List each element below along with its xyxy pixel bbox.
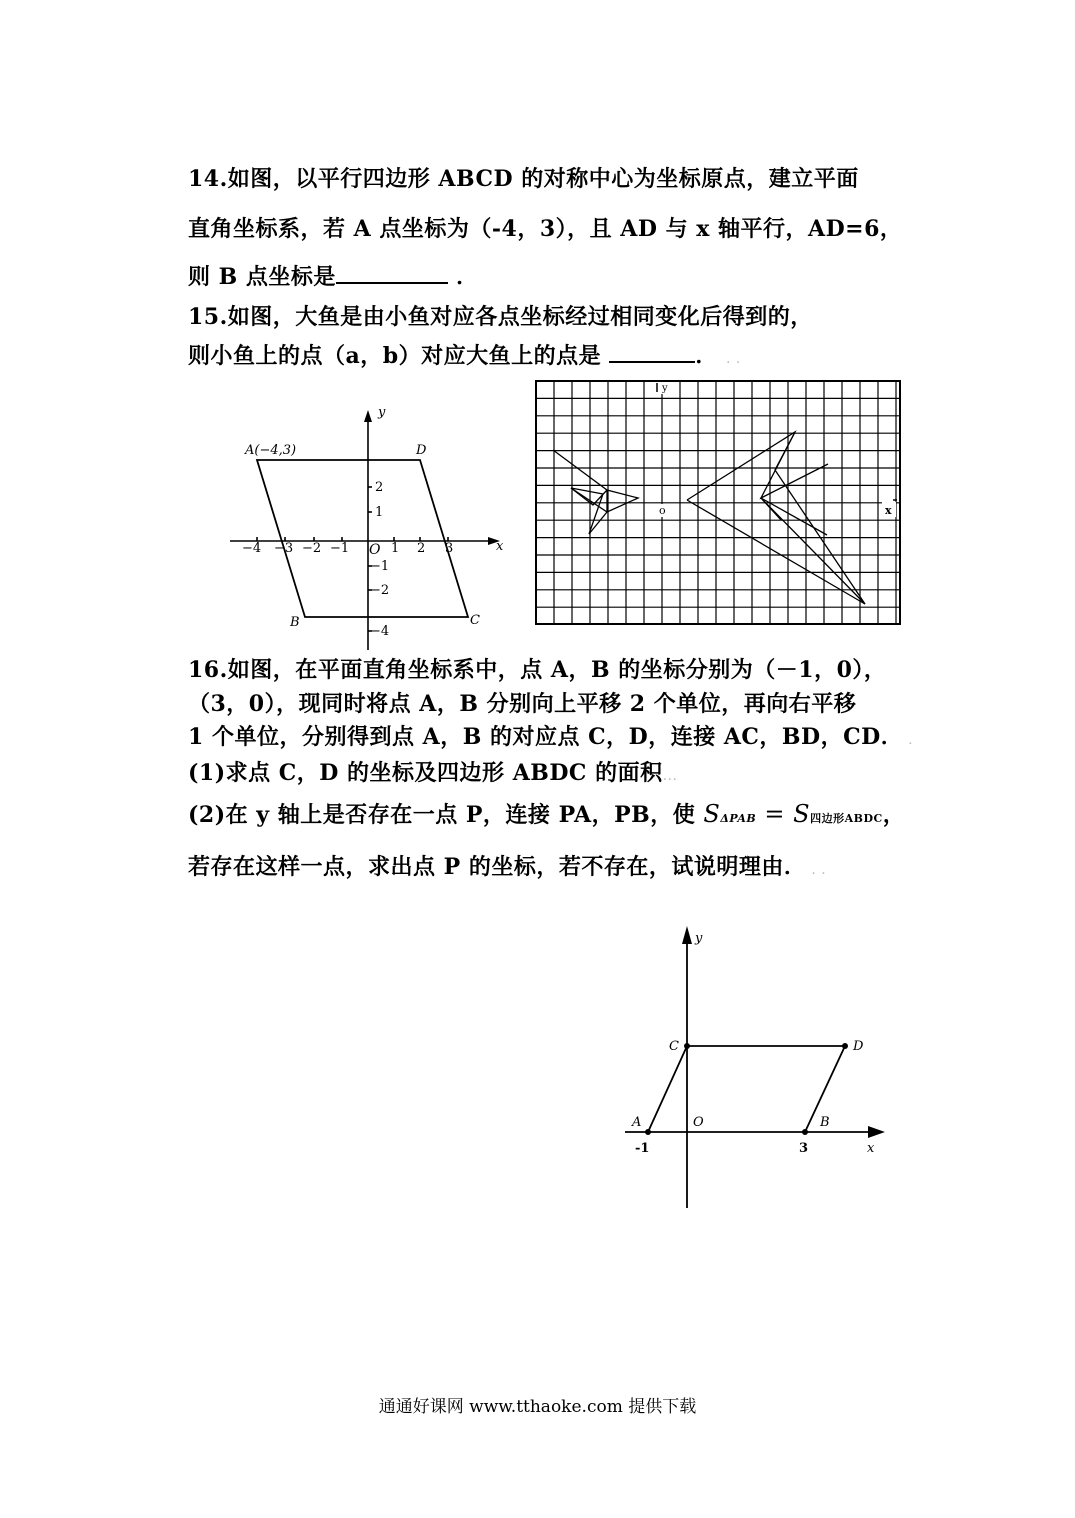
fig14-xtick: −4 [242, 541, 262, 556]
q14-line1: 14.如图，以平行四边形 ABCD 的对称中心为坐标原点，建立平面 [188, 166, 859, 192]
fig16-label-y: y [695, 931, 703, 946]
q16-equals: = [764, 800, 785, 828]
fig16-label-B: B [820, 1115, 830, 1130]
q16-line6-text: 若存在这样一点，求出点 P 的坐标，若不存在，试说明理由． [188, 854, 807, 880]
q14-line3 [188, 260, 479, 291]
q15-line2-suffix: ． [695, 343, 718, 369]
q16-line4-dots: ... [662, 768, 678, 784]
fig16-label-D: D [853, 1039, 864, 1054]
q16-line2: （3，0），现同时将点 A，B 分别向上平移 2 个单位，再向右平移 [188, 691, 857, 717]
fig14-ytick: 2 [375, 480, 384, 495]
fig15-big-fish [687, 432, 865, 604]
fig16-tick-3: 3 [799, 1141, 809, 1156]
q16-line4-text: (1)求点 C，D 的坐标及四边形 ABDC 的面积 [188, 760, 663, 786]
fig14-label-D: D [416, 443, 427, 458]
q14-answer-blank [336, 262, 448, 284]
q16-line3-dots: . [903, 732, 914, 748]
fig14-label-O: O [369, 542, 381, 558]
fig14-xtick: 1 [391, 541, 400, 556]
q15-trailing-dots: . . [726, 351, 741, 367]
fig14-label-C: C [470, 613, 480, 628]
fig14-label-A: A(−4,3) [245, 443, 297, 458]
fig14-label-y: y [378, 405, 386, 420]
q16-line5-suffix: ， [882, 802, 906, 828]
q15-line2 [188, 339, 741, 370]
q15-answer-blank [609, 341, 695, 363]
footer-source-text: 通通好课网 www.tthaoke.com 提供下载 [378, 1397, 697, 1417]
q14-line3-suffix: ． [456, 264, 479, 290]
fig14-xtick: −3 [274, 541, 294, 556]
q16-line4 [188, 756, 677, 787]
fig14-label-x: x [496, 539, 504, 554]
q16-line3-text: 1 个单位，分别得到点 A，B 的对应点 C，D，连接 AC，BD，CD． [188, 724, 904, 750]
fig14-xtick: 2 [417, 541, 426, 556]
fig15-label-y: y [662, 383, 668, 394]
fig15-small-fish [553, 450, 638, 534]
fig14-parallelogram-diagram [220, 400, 520, 655]
q16-line5-prefix: (2)在 y 轴上是否存在一点 P，连接 PA，PB，使 [188, 802, 696, 828]
q16-s-symbol-1: S [703, 800, 721, 828]
fig14-ytick: −1 [370, 559, 390, 574]
fig14-ytick: −4 [370, 624, 390, 639]
fig16-tick-neg1: -1 [635, 1141, 650, 1156]
q14-line3-prefix: 则 B 点坐标是 [188, 264, 336, 290]
fig14-xtick: −2 [302, 541, 322, 556]
q15-line2-prefix: 则小鱼上的点（a，b）对应大鱼上的点是 [188, 343, 602, 369]
q16-line6 [188, 850, 826, 881]
fig16-label-C: C [669, 1039, 679, 1054]
fig14-ytick: −2 [370, 583, 390, 598]
q16-s-symbol-2: S [793, 800, 811, 828]
q16-line1: 16.如图，在平面直角坐标系中，点 A，B 的坐标分别为（－1，0）， [188, 657, 887, 683]
q16-s-subscript-pab: ΔPAB [720, 812, 757, 825]
fig15-label-x: x [885, 504, 892, 517]
fig15-fish-grid-diagram [535, 380, 901, 625]
fig14-label-B: B [290, 615, 300, 630]
q16-line6-dots: . . [806, 862, 827, 878]
fig14-xtick: 3 [445, 541, 454, 556]
q16-s-subscript-abdc: 四边形ABDC [810, 812, 883, 825]
fig14-ytick: 1 [375, 505, 384, 520]
q16-line3 [188, 720, 913, 751]
q15-line1: 15.如图，大鱼是由小鱼对应各点坐标经过相同变化后得到的， [188, 304, 813, 330]
fig15-label-o: o [659, 504, 666, 517]
fig16-label-A: A [632, 1115, 642, 1130]
fig16-label-O: O [693, 1115, 704, 1130]
q14-line2: 直角坐标系，若 A 点坐标为（-4，3），且 AD 与 x 轴平行，AD=6， [188, 216, 903, 242]
q16-line5 [188, 798, 905, 829]
fig16-label-x: x [867, 1141, 875, 1156]
fig14-xtick: −1 [330, 541, 350, 556]
fig16-parallelogram-diagram [615, 920, 905, 1220]
